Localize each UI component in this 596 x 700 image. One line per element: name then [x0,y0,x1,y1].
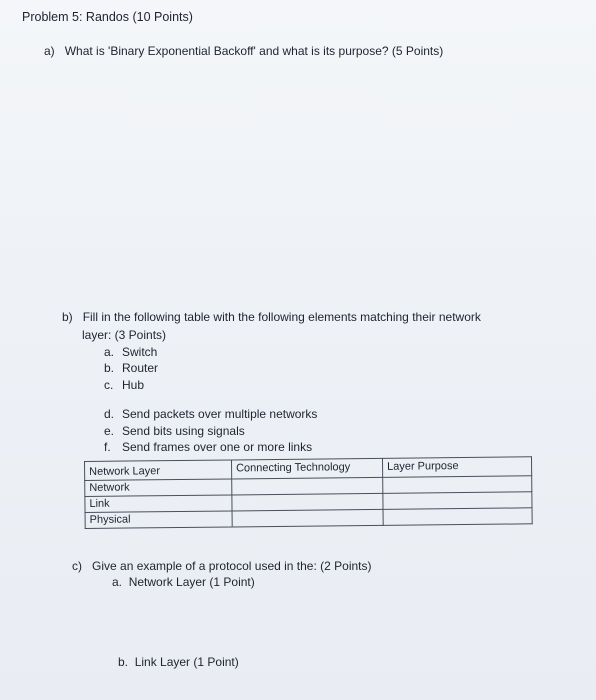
table-header-cell: Network Layer [85,460,232,481]
option-letter: a. [104,345,115,359]
option-text: Send frames over one or more links [122,440,313,454]
table-cell-empty[interactable] [383,476,532,494]
option-letter: b. [104,361,115,375]
option-text: Router [122,361,159,375]
table-cell-empty[interactable] [383,508,532,526]
question-b [62,310,481,324]
question-a-label: a) [44,44,55,58]
layer-table [84,456,533,529]
table-cell-empty[interactable] [232,477,383,495]
option-d [104,407,317,421]
question-c [72,559,372,573]
table-header-cell: Connecting Technology [231,458,382,479]
option-f [104,440,312,454]
table-header-cell: Layer Purpose [382,457,531,478]
option-a [104,345,157,359]
option-text: Send packets over multiple networks [122,407,318,421]
option-b [104,361,158,375]
table-cell-empty[interactable] [232,493,383,511]
question-b-line2: layer: (3 Points) [82,328,167,342]
option-c [104,378,144,392]
question-a-text: What is 'Binary Exponential Backoff' and what is its purpose? (5 Points) [64,44,444,58]
option-letter: a. [112,575,123,589]
option-e [104,424,245,438]
question-c-sub-a [112,575,255,589]
option-letter: e. [104,424,115,438]
option-text: Send bits using signals [122,424,245,438]
option-letter: b. [118,655,129,669]
option-letter: d. [104,407,115,421]
option-letter: c. [104,378,114,392]
question-b-line1: Fill in the following table with the following elements matching their network [82,310,481,324]
option-text: Hub [122,378,145,392]
question-a [44,44,443,58]
table-row-label: Link [85,495,232,513]
option-text: Switch [122,345,158,359]
question-c-sub-b [118,655,239,669]
problem-title: Problem 5: Randos (10 Points) [22,10,193,24]
question-c-text: Give an example of a protocol used in the: (2 Points) [92,559,372,573]
question-b-label: b) [62,310,73,324]
table-cell-empty[interactable] [383,492,532,510]
table-row-label: Network [85,479,232,497]
option-text: Network Layer (1 Point) [128,575,255,589]
table-row-label: Physical [85,511,232,529]
table-row [85,508,532,529]
option-letter: f. [104,440,111,454]
table-cell-empty[interactable] [232,509,383,527]
option-text: Link Layer (1 Point) [134,655,239,669]
question-c-label: c) [72,559,82,573]
